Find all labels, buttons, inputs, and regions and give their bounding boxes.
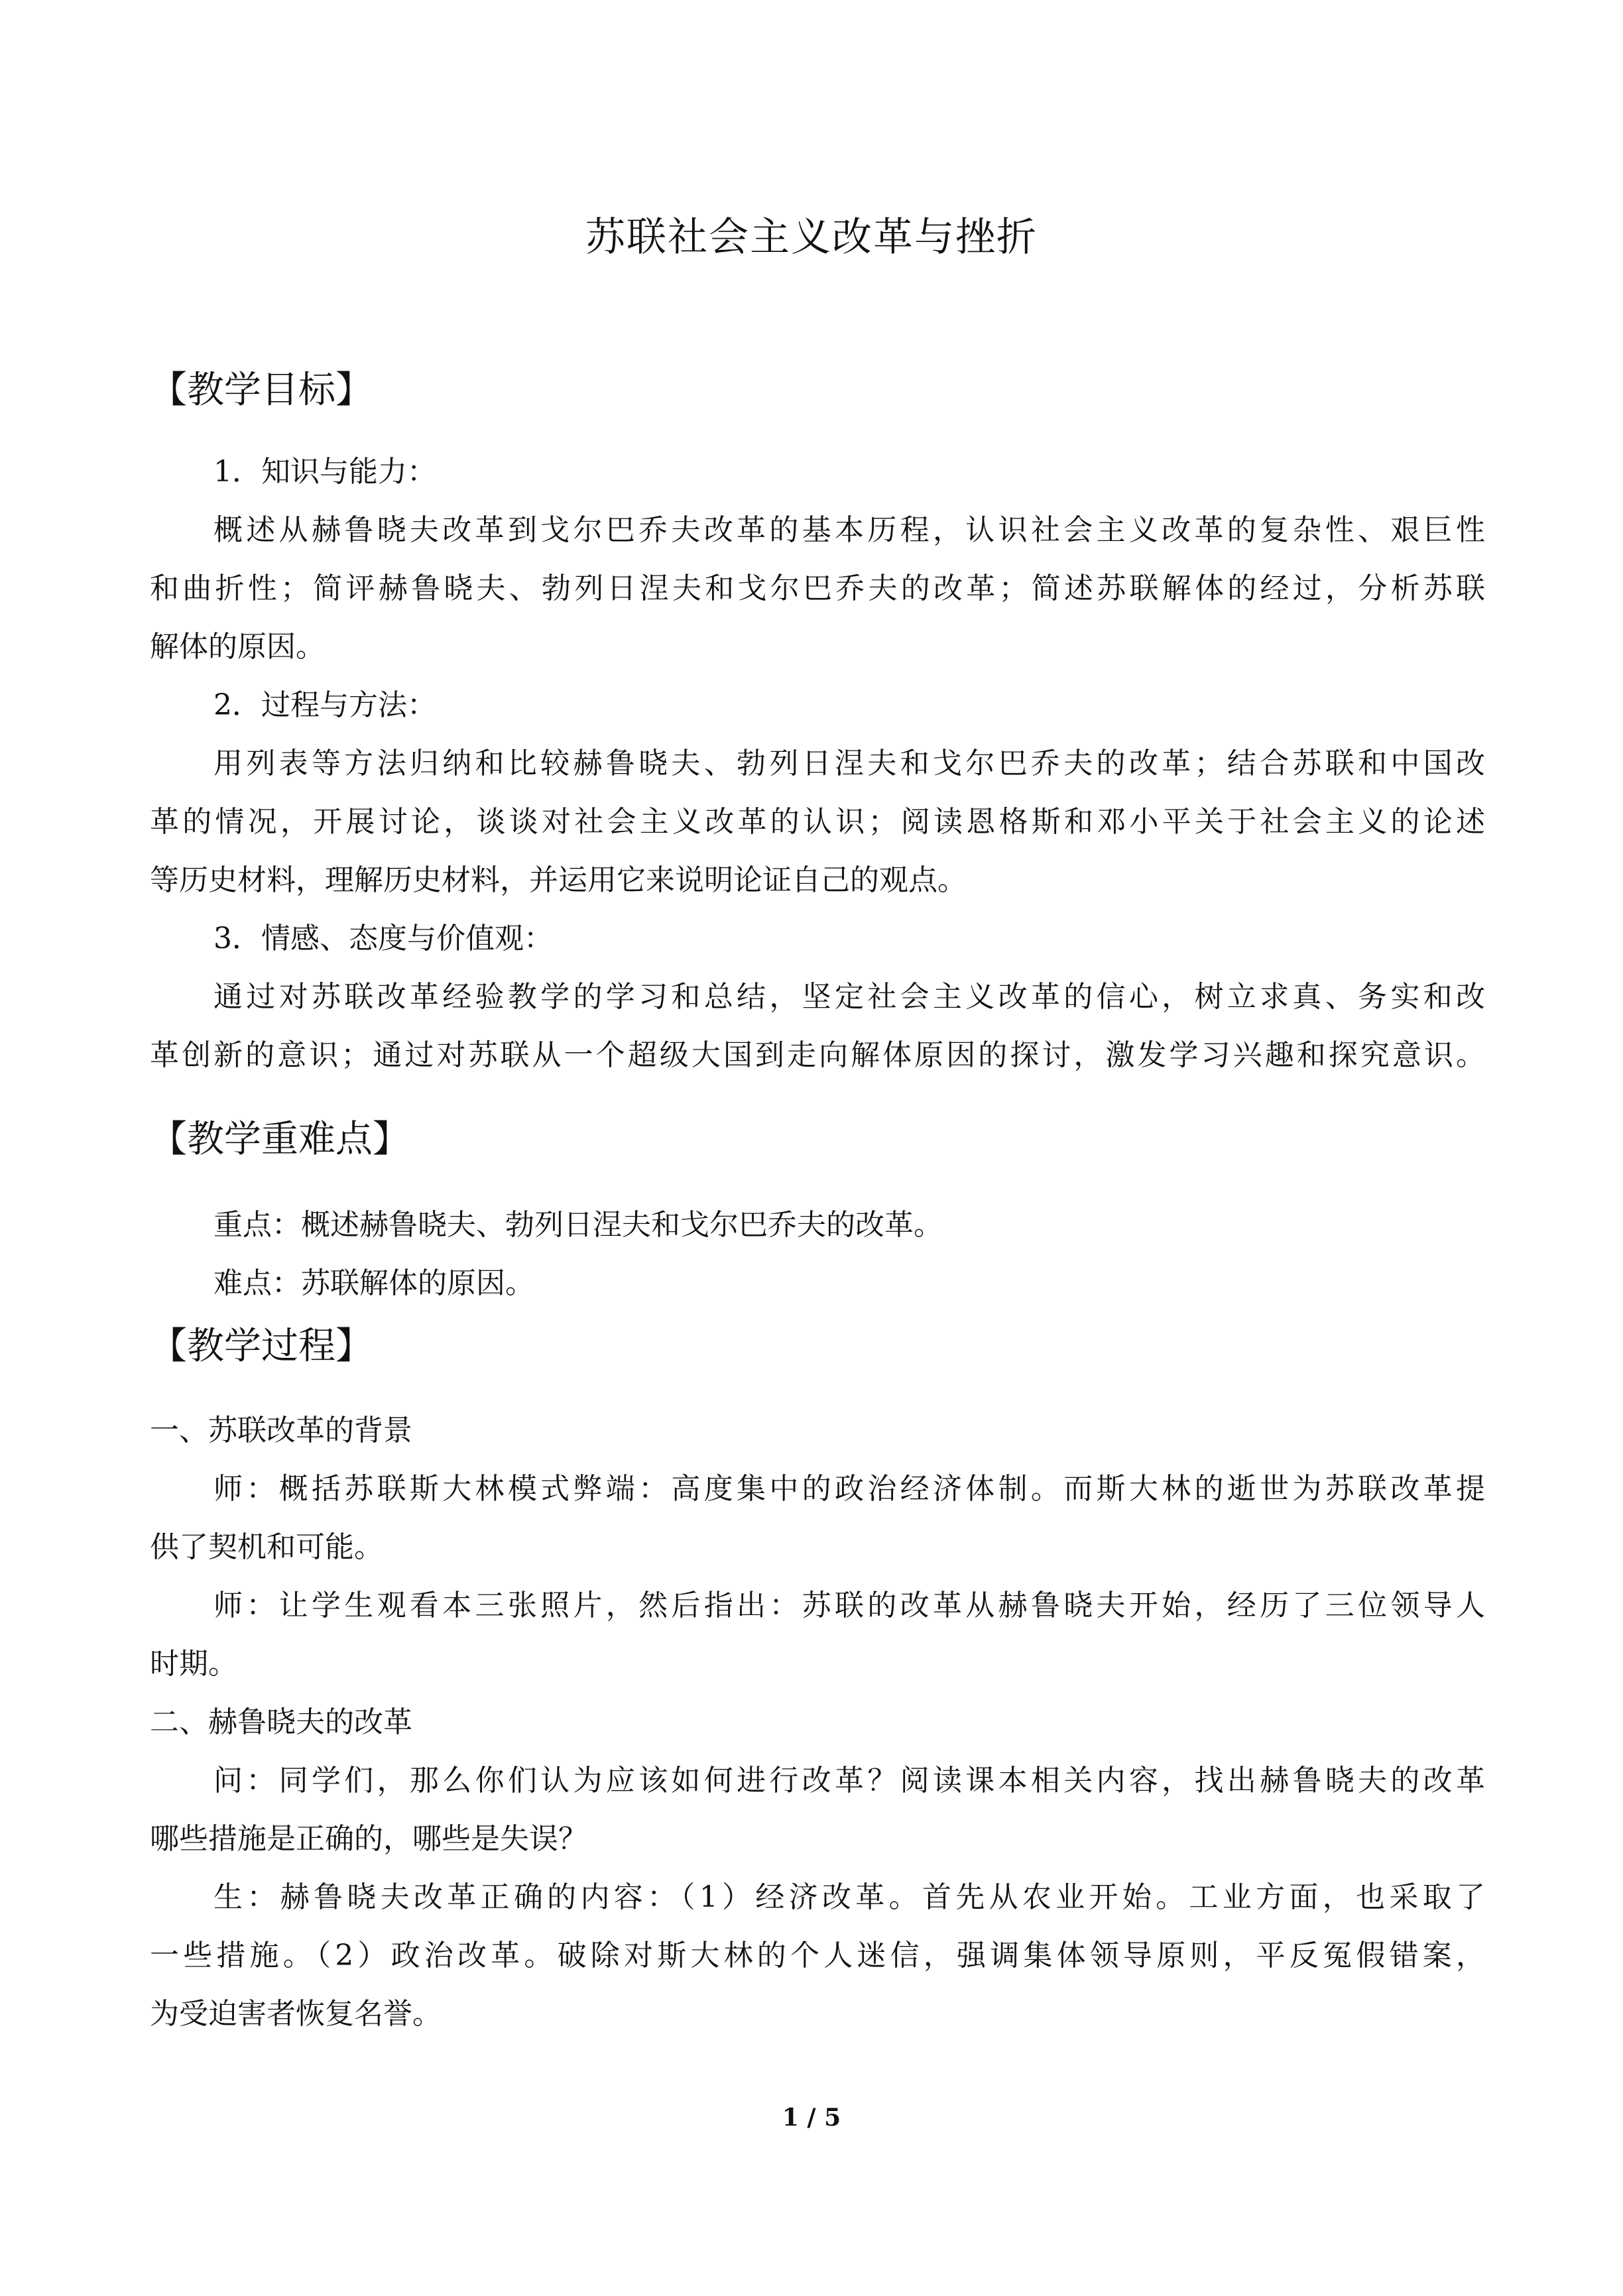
subsection-heading: 一、苏联改革的背景 (150, 1414, 412, 1447)
paragraph-line: 革创新的意识；通过对苏联从一个超级大国到走向解体原因的探讨，激发学习兴趣和探究意识。 (150, 1038, 1485, 1072)
paragraph-line: 和曲折性；简评赫鲁晓夫、勃列日涅夫和戈尔巴乔夫的改革；简述苏联解体的经过，分析苏联 (150, 572, 1485, 605)
paragraph-line: 等历史材料，理解历史材料，并运用它来说明论证自己的观点。 (150, 863, 967, 897)
key-point-line: 重点：概述赫鲁晓夫、勃列日涅夫和戈尔巴乔夫的改革。 (213, 1208, 943, 1242)
paragraph-line: 生：赫鲁晓夫改革正确的内容：（1）经济改革。首先从农业开始。工业方面，也采取了 (213, 1880, 1485, 1914)
objective-1-label: 1．知识与能力： (213, 455, 436, 489)
section-heading-objectives: 【教学目标】 (150, 369, 373, 412)
paragraph-line: 师：让学生观看本三张照片，然后指出：苏联的改革从赫鲁晓夫开始，经历了三位领导人 (213, 1589, 1485, 1622)
paragraph-line: 通过对苏联改革经验教学的学习和总结，坚定社会主义改革的信心，树立求真、务实和改 (213, 980, 1485, 1014)
paragraph-line: 哪些措施是正确的，哪些是失误？ (150, 1822, 587, 1856)
paragraph-line: 供了契机和可能。 (150, 1530, 383, 1564)
paragraph-line: 师：概括苏联斯大林模式弊端：高度集中的政治经济体制。而斯大林的逝世为苏联改革提 (213, 1472, 1485, 1506)
paragraph-line: 时期。 (150, 1647, 237, 1681)
difficult-point-line: 难点：苏联解体的原因。 (213, 1266, 534, 1300)
objective-3-label: 3．情感、态度与价值观： (213, 922, 553, 955)
paragraph-line: 为受迫害者恢复名誉。 (150, 1997, 442, 2031)
paragraph-line: 革的情况，开展讨论，谈谈对社会主义改革的认识；阅读恩格斯和邓小平关于社会主义的论述 (150, 805, 1485, 839)
paragraph-line: 解体的原因。 (150, 630, 325, 664)
paragraph-line: 一些措施。（2）政治改革。破除对斯大林的个人迷信，强调集体领导原则，平反冤假错案， (150, 1939, 1485, 1972)
objective-2-label: 2．过程与方法： (213, 688, 436, 722)
section-heading-process: 【教学过程】 (150, 1325, 373, 1368)
paragraph-line: 用列表等方法归纳和比较赫鲁晓夫、勃列日涅夫和戈尔巴乔夫的改革；结合苏联和中国改 (213, 747, 1485, 780)
subsection-heading: 二、赫鲁晓夫的改革 (150, 1705, 412, 1739)
document-title: 苏联社会主义改革与挫折 (585, 214, 1038, 261)
paragraph-line: 问：同学们，那么你们认为应该如何进行改革？阅读课本相关内容，找出赫鲁晓夫的改革 (213, 1764, 1485, 1797)
paragraph-line: 概述从赫鲁晓夫改革到戈尔巴乔夫改革的基本历程，认识社会主义改革的复杂性、艰巨性 (213, 513, 1485, 547)
section-heading-key-points: 【教学重难点】 (150, 1118, 410, 1161)
page-number: 1 / 5 (782, 2104, 841, 2132)
